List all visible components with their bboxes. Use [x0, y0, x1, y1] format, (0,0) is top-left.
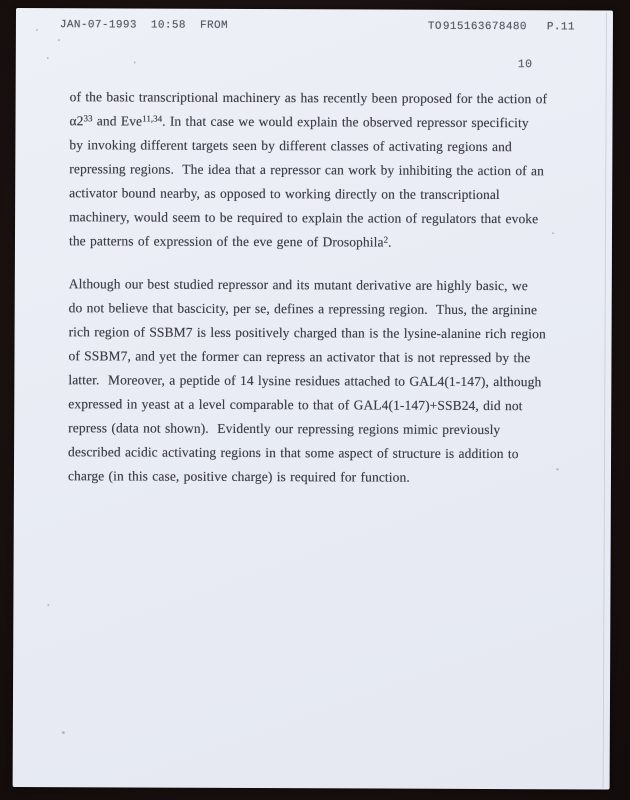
text-line: $\alpha 2^{33}$ and Eve$^{11,34}$. In that case we would explain the observed repressor specificity — [69, 112, 529, 131]
text-line: the patterns of expression of the eve gene of Drosophila$^2$. — [68, 233, 392, 250]
page-number: 10 — [517, 58, 533, 72]
text-line: of the basic transcriptional machinery as has recently been proposed for the action of — [69, 89, 548, 107]
text-line: repress (data not shown). Evidently our repressing regions mimic previously — [68, 420, 501, 438]
paper-speck — [36, 29, 38, 31]
text-line: described acidic activating regions in that some aspect of structure is addition to — [68, 444, 519, 462]
paragraph-transcriptional-machinery — [69, 85, 585, 255]
fax-header-page-label: P.11 — [546, 21, 575, 34]
text-line: latter. Moreover, a peptide of 14 lysine residues attached to GAL4(1-147), although — [68, 372, 542, 390]
fax-header — [16, 8, 613, 34]
text-line: by invoking different targets seen by different classes of activating regions and — [69, 137, 512, 155]
paper-speck — [556, 468, 559, 470]
paper-edge-shadow — [603, 13, 607, 788]
paper-speck — [47, 604, 49, 606]
text-line: charge (in this case, positive charge) is required for function. — [67, 468, 410, 485]
text-line: repressing regions. The idea that a repressor can work by inhibiting the action of an — [69, 161, 545, 179]
fax-header-date-from: JAN-07-1993 10:58 FROM — [59, 19, 228, 32]
paper-speck — [552, 232, 554, 234]
paper-speck — [134, 61, 136, 63]
paper-speck — [47, 57, 49, 59]
text-line: expressed in yeast at a level comparable to that of GAL4(1-147)+SSB24, did not — [68, 396, 523, 414]
paragraph-repressor-basicity — [68, 272, 584, 490]
text-line: rich region of SSBM7 is less positively charged than is the lysine-alanine rich region — [68, 324, 546, 342]
fax-header-number: 915163678480 — [442, 20, 527, 34]
text-line: activator bound nearby, as opposed to working directly on the transcriptional — [69, 185, 500, 203]
scanned-page — [13, 8, 613, 790]
text-line: Although our best studied repressor and its mutant derivative are highly basic, we — [68, 276, 528, 294]
text-line: do not believe that bascicity, per se, defines a repressing region. Thus, the arginine — [68, 300, 538, 318]
text-line: of SSBM7, and yet the former can repress an activator that is not repressed by the — [68, 348, 531, 366]
paper-speck — [58, 39, 60, 41]
paper-speck — [62, 731, 65, 734]
text-line: machinery, would seem to be required to explain the action of regulators that evoke — [69, 209, 539, 227]
fax-header-to-label: TO — [427, 20, 442, 33]
